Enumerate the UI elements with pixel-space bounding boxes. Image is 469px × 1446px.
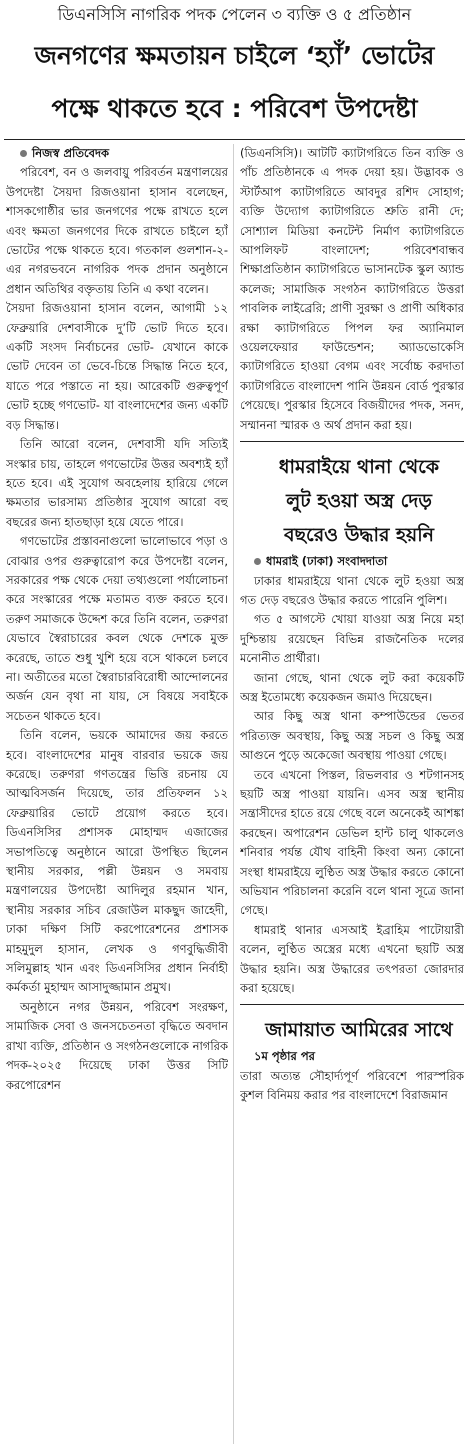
main-paragraph: গণভোটের প্রস্তাবনাগুলো ভালোভাবে পড়া ও বোঝার ওপর গুরুত্বারোপ করে উপদেষ্টা বলেন, সরকারের পক্ষ থেকে দেয়া তথ্যগুলো পর্যালোচনা করে সংস্কারের পক্ষে মতামত ব্যক্ত করতে হবে। তরুণ সমাজকে উদ্দেশ করে তিনি বলেন, তরুণরা যেভাবে স্বৈরাচারের কবল থেকে দেশকে মুক্ত করেছে, তাতে শুধু খুশি হয়ে বসে থাকলে চলবে না। অতীতের মতো স্বৈরাচারবিরোধী আন্দোলনের অর্জন যেন বৃথা না যায়, সে বিষয়ে সবাইকে সচেতন থাকতে হবে। [6, 534, 228, 723]
kicker: ডিএনসিসি নাগরিক পদক পেলেন ৩ ব্যক্তি ও ৫ প্রতিষ্ঠান [57, 5, 412, 24]
second-byline [240, 552, 464, 571]
second-paragraph: গত ৫ আগস্টে খোয়া যাওয়া অস্ত্র নিয়ে মহা দুশ্চিন্তায় রয়েছেন বিভিন্ন রাজনৈতিক দলের মনোনীত প্রার্থীরা। [240, 612, 464, 666]
main-continuation: (ডিএনসিসি)। আটটি ক্যাটাগরিতে তিন ব্যক্তি ও পাঁচ প্রতিষ্ঠানকে এ পদক দেয়া হয়। উদ্ভাবক ও স্টার্টআপ ক্যাটাগরিতে আবদুর রশিদ সোহাগ; ব্যক্তি উদ্যোগ ক্যাটাগরিতে শ্রুতি রানী দে; সোশ্যাল মিডিয়া কনটেন্ট নির্মাণ ক্যাটাগরিতে আপলিফট বাংলাদেশ; পরিবেশবান্ধব শিক্ষাপ্রতিষ্ঠান ক্যাটাগরিতে ভাসানটেক স্কুল অ্যান্ড কলেজ; সামাজিক সংগঠন ক্যাটাগরিতে উত্তরা পাবলিক লাইব্রেরি; প্রাণী সুরক্ষা ও প্রাণী অধিকার রক্ষা ক্যাটাগরিতে পিপল ফর অ্যানিমাল ওয়েলফেয়ার ফাউন্ডেশন; অ্যাডভোকেসি ক্যাটাগরিতে হাওয়া বেগম এবং সর্বোচ্চ করদাতা ক্যাটাগরিতে বাংলাদেশ পানি উন্নয়ন বোর্ড পুরস্কার পেয়েছে। পুরস্কার হিসেবে বিজয়ীদের পদক, সনদ, সম্মাননা স্মারক ও অর্থ প্রদান করা হয়। [240, 146, 464, 432]
bullet-icon [254, 558, 261, 565]
column-divider [233, 144, 234, 1444]
bullet-icon [20, 150, 27, 157]
left-column [6, 144, 228, 1444]
second-paragraph: ঢাকার ধামরাইয়ে থানা থেকে লুট হওয়া অস্ত্র গত দেড় বছরেও উদ্ধার করতে পারেনি পুলিশ। [240, 573, 464, 607]
second-headline-line-3: বছরেও উদ্ধার হয়নি [283, 524, 435, 547]
jump-label: ১ম পৃষ্ঠার পর [254, 1049, 315, 1064]
story-divider [240, 441, 464, 442]
second-paragraph: তবে এখনো পিস্তল, রিভলবার ও শটগানসহ ছয়টি অস্ত্র পাওয়া যায়নি। এসব অস্ত্র স্থানীয় সন্ত্রাসীদের হাতে রয়ে গেছে বলে অনেকেই আশঙ্কা করছেন। অপারেশন ডেভিল হান্ট চালু থাকলেও শনিবার পর্যন্ত যৌথ বাহিনী কিংবা অন্য কোনো সংস্থা ধামরাইয়ে লুণ্ঠিত অস্ত্র উদ্ধার করতে কোনো অভিযান পরিচালনা করেনি বলে থানা সূত্রে জানা গেছে। [240, 767, 464, 918]
second-headline-line-1: ধামরাইয়ে থানা থেকে [278, 456, 440, 479]
second-paragraph: আর কিছু অস্ত্র থানা কম্পাউন্ডের ভেতর পরিত্যক্ত অবস্থায়, কিছু অস্ত্র সচল ও কিছু অস্ত্র আগুনে পুড়ে অকেজো অবস্থায় পাওয়া গেছে। [240, 709, 464, 763]
main-paragraph: সৈয়দা রিজওয়ানা হাসান বলেন, আগামী ১২ ফেব্রুয়ারি দেশবাসীকে দু’টি ভোট দিতে হবে। একটি সংসদ নির্বাচনের ভোট- যেখানে কাকে ভোট দেবেন তা ভেবে-চিন্তে সিদ্ধান্ত নিতে হবে, যাতে পরে পস্তাতে না হয়। আরেকটি গুরুত্বপূর্ণ ভোট হচ্ছে গণভোট- যা বাংলাদেশের জন্য একটি বড় সিদ্ধান্ত। [6, 301, 228, 432]
headline-line-2: পক্ষে থাকতে হবে : পরিবেশ উপদেষ্টা [51, 94, 418, 123]
main-paragraph: অনুষ্ঠানে নগর উন্নয়ন, পরিবেশ সংরক্ষণ, সামাজিক সেবা ও জনসচেতনতা বৃদ্ধিতে অবদান রাখা ব্যক্তি, প্রতিষ্ঠান ও সংগঠনগুলোকে নাগরিক পদক-২০২৫ দিয়েছে ঢাকা উত্তর সিটি করপোরেশন [6, 999, 228, 1092]
headline-divider [4, 139, 465, 140]
main-byline [6, 144, 228, 163]
second-byline-text: ধামরাই (ঢাকা) সংবাদদাতা [266, 554, 388, 569]
right-column [240, 144, 464, 1444]
third-paragraph: তারা অত্যন্ত সৌহার্দ্যপূর্ণ পরিবেশে পারস্পরিক কুশল বিনিময় করার পর বাংলাদেশে বিরাজমান [240, 1068, 464, 1103]
second-paragraph: ধামরাই থানার এসআই ইব্রাহিম পাটোয়ারী বলেন, লুণ্ঠিত অস্ত্রের মধ্যে এখনো ছয়টি অস্ত্র উদ্ধার হয়নি। অস্ত্র উদ্ধারের তৎপরতা জোরদার করা হয়েছে। [240, 922, 464, 996]
main-paragraph: তিনি আরো বলেন, দেশবাসী যদি সত্যিই সংস্কার চায়, তাহলে গণভোটের উত্তর অবশ্যই হ্যাঁ হতে হবে। এই সুযোগ অবহেলায় হারিয়ে গেলে ক্ষমতার ভারসাম্য প্রতিষ্ঠার সুযোগ আরো বহু বছরের জন্য হাতছাড়া হয়ে যেতে পারে। [6, 437, 228, 529]
main-byline-text: নিজস্ব প্রতিবেদক [32, 146, 110, 160]
second-paragraph: জানা গেছে, থানা থেকে লুট করা কয়েকটি অস্ত্র ইতোমধ্যে কয়েকজন জমাও দিয়েছেন। [240, 670, 464, 704]
second-headline-line-2: লুট হওয়া অস্ত্র দেড় [286, 490, 432, 513]
headline-line-1: জনগণের ক্ষমতায়ন চাইলে ‘হ্যাঁ’ ভোটের [34, 41, 435, 70]
third-headline: জামায়াত আমিরের সাথে [265, 1019, 453, 1042]
main-paragraph: পরিবেশ, বন ও জলবায়ু পরিবর্তন মন্ত্রণালয়ের উপদেষ্টা সৈয়দা রিজওয়ানা হাসান বলেছেন, শাসকগোষ্ঠীর ভার জনগণের পক্ষে রাখতে হলে এবং ক্ষমতা জনগণের দিকে রাখতে চাইলে হ্যাঁ ভোটের পক্ষে থাকতে হবে। গতকাল গুলশান-২-এর নগরভবনে নাগরিক পদক প্রদান অনুষ্ঠানে প্রধান অতিথির বক্তৃতায় তিনি এ কথা বলেন। [6, 165, 228, 296]
main-paragraph: তিনি বলেন, ভয়কে আমাদের জয় করতে হবে। বাংলাদেশের মানুষ বারবার ভয়কে জয় করেছে। তরুণরা গণতন্ত্রের ভিত্তি রচনায় যে আত্মবিসর্জন দিয়েছে, তার প্রতিফলন ১২ ফেব্রুয়ারির ভোটে প্রয়োগ করতে হবে। ডিএনসিসির প্রশাসক মোহাম্মদ এজাজের সভাপতিত্বে অনুষ্ঠানে আরো উপস্থিত ছিলেন স্থানীয় সরকার, পল্লী উন্নয়ন ও সমবায় মন্ত্রণালয়ের উপদেষ্টা আদিলুর রহমান খান, স্থানীয় সরকার সচিব রেজাউল মাকছুদ জাহেদী, ঢাকা দক্ষিণ সিটি করপোরেশনের প্রশাসক মাহমুদুল হাসান, লেখক ও গণবুদ্ধিজীবী সলিমুল্লাহ খান এবং ডিএনসিসির প্রধান নির্বাহী কর্মকর্তা মুহাম্মদ আসাদুজ্জামান প্রমুখ। [6, 728, 228, 995]
story-divider [240, 1004, 464, 1005]
